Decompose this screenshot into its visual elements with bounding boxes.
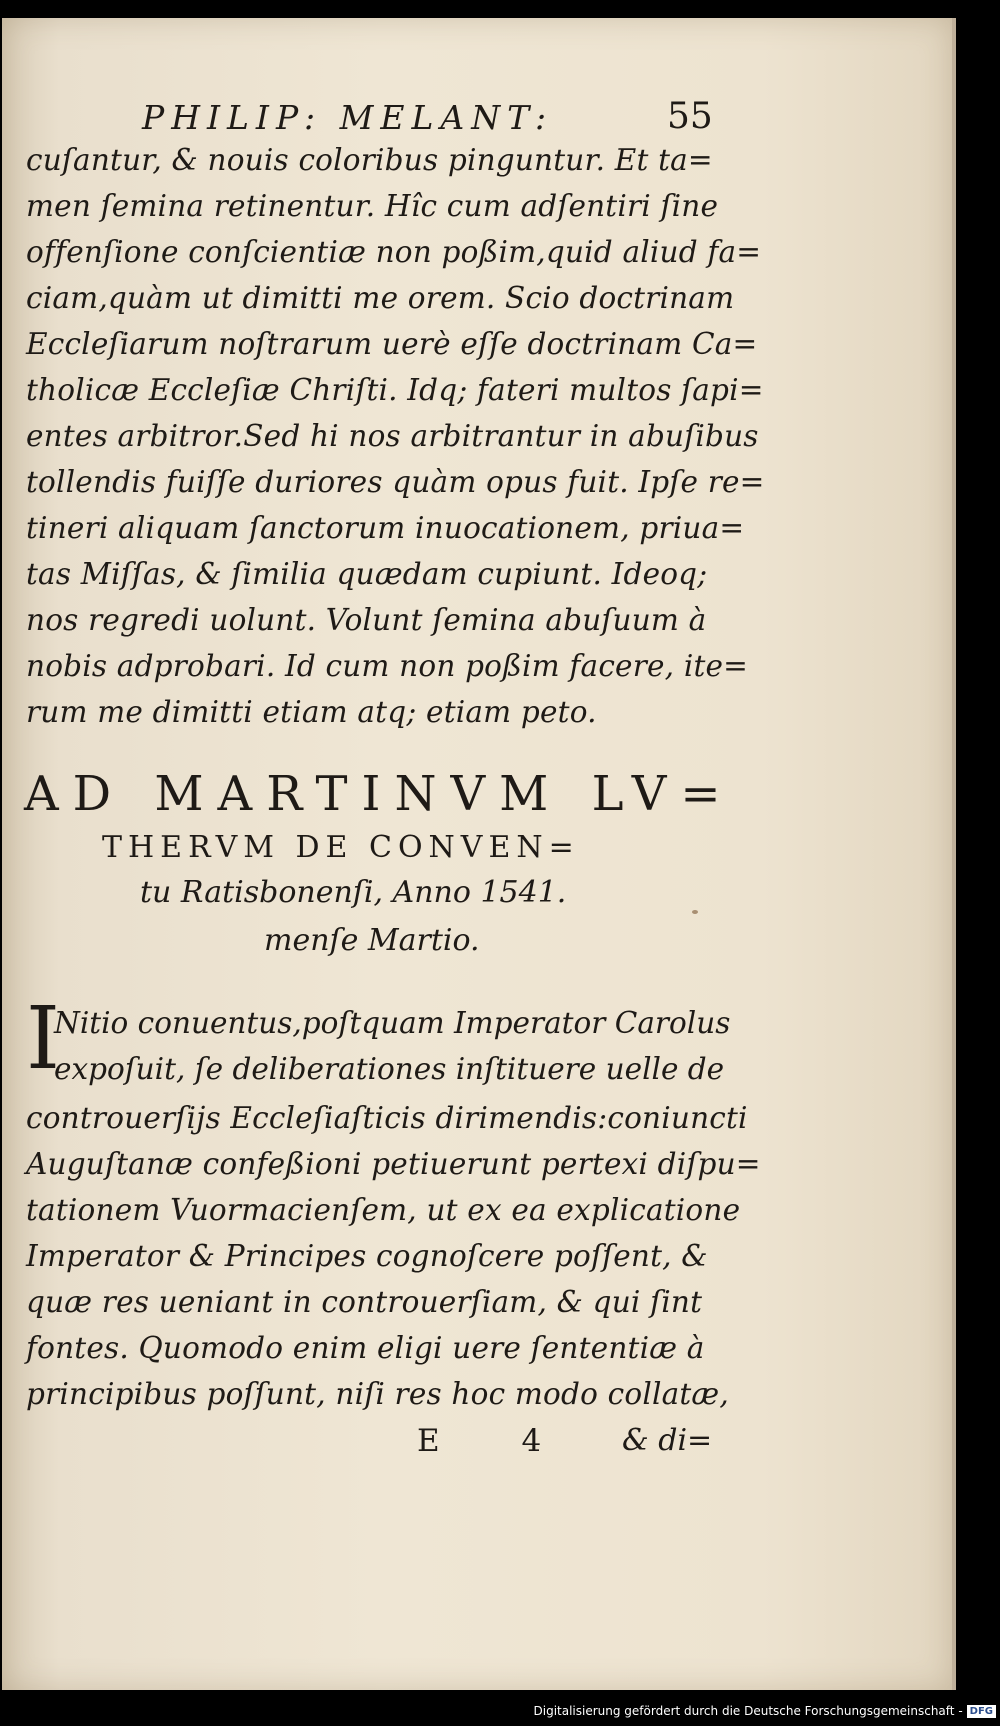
text-line: nobis adprobari. Id cum non poßim facere, ite= [26,649,749,683]
text-line: tholicæ Eccleſiæ Chriſti. Idq; fateri multos ſapi= [26,373,764,407]
paper-stain [692,910,698,914]
body-line: fontes. Quomodo enim eligi uere ſententiæ à [26,1331,705,1365]
body-line: Nitio conuentus,poſtquam Imperator Carolus [54,1006,731,1040]
body-line: Auguſtanæ confeßioni petiuerunt pertexi diſpu= [26,1147,761,1181]
section-heading-line3: tu Ratisbonenſi, Anno 1541. [140,875,567,910]
book-page [2,18,952,1690]
body-line: quæ res ueniant in controuerſiam, & qui ſint [26,1285,703,1319]
body-line: controuerſijs Eccleſiaſticis dirimendis:coniuncti [26,1101,748,1135]
text-line: tollendis fuiſſe duriores quàm opus fuit. Ipſe re= [26,465,765,499]
body-line: principibus poſſunt, niſi res hoc modo collatæ, [26,1377,729,1411]
body-line: tationem Vuormacienſem, ut ex ea explicatione [26,1193,741,1227]
page-number: 55 [667,96,713,137]
digitization-credit [534,1700,997,1722]
dfg-logo: DFG [967,1705,996,1718]
text-line: ciam,quàm ut dimitti me orem. Scio doctrinam [26,281,735,315]
text-line: rum me dimitti etiam atq; etiam peto. [26,695,597,729]
text-line: men ſemina retinentur. Hîc cum adſentiri ſine [26,189,719,223]
text-line: Eccleſiarum noſtrarum uerè eſſe doctrinam Ca= [26,327,758,361]
drop-cap: I [26,989,60,1089]
section-heading-line2: THERVM DE CONVEN= [102,830,580,865]
section-heading-line4: menſe Martio. [264,923,480,958]
body-line: expoſuit, ſe deliberationes inſtituere uelle de [54,1052,725,1086]
credit-text: Digitalisierung gefördert durch die Deutsche Forschungsgemeinschaft - [533,1704,963,1718]
text-line: tas Miſſas, & ſimilia quædam cupiunt. Ideoq; [26,557,708,591]
text-line: nos regredi uolunt. Volunt ſemina abuſuum à [26,603,707,637]
text-line: cuſantur, & nouis coloribus pinguntur. Et ta= [26,143,713,177]
text-line: entes arbitror.Sed hi nos arbitrantur in abuſibus [26,419,759,453]
running-header: PHILIP: MELANT: [142,98,554,137]
signature-mark: E 4 [417,1423,578,1459]
section-heading: AD MARTINVM LV= [24,766,735,822]
page-edge [952,18,956,1690]
body-line: Imperator & Principes cognoſcere poſſent, & [26,1239,708,1273]
text-line: offenſione conſcientiæ non poßim,quid aliud fa= [26,235,762,269]
text-line: tineri aliquam ſanctorum inuocationem, priua= [26,511,745,545]
catchword: & di= [622,1423,713,1458]
